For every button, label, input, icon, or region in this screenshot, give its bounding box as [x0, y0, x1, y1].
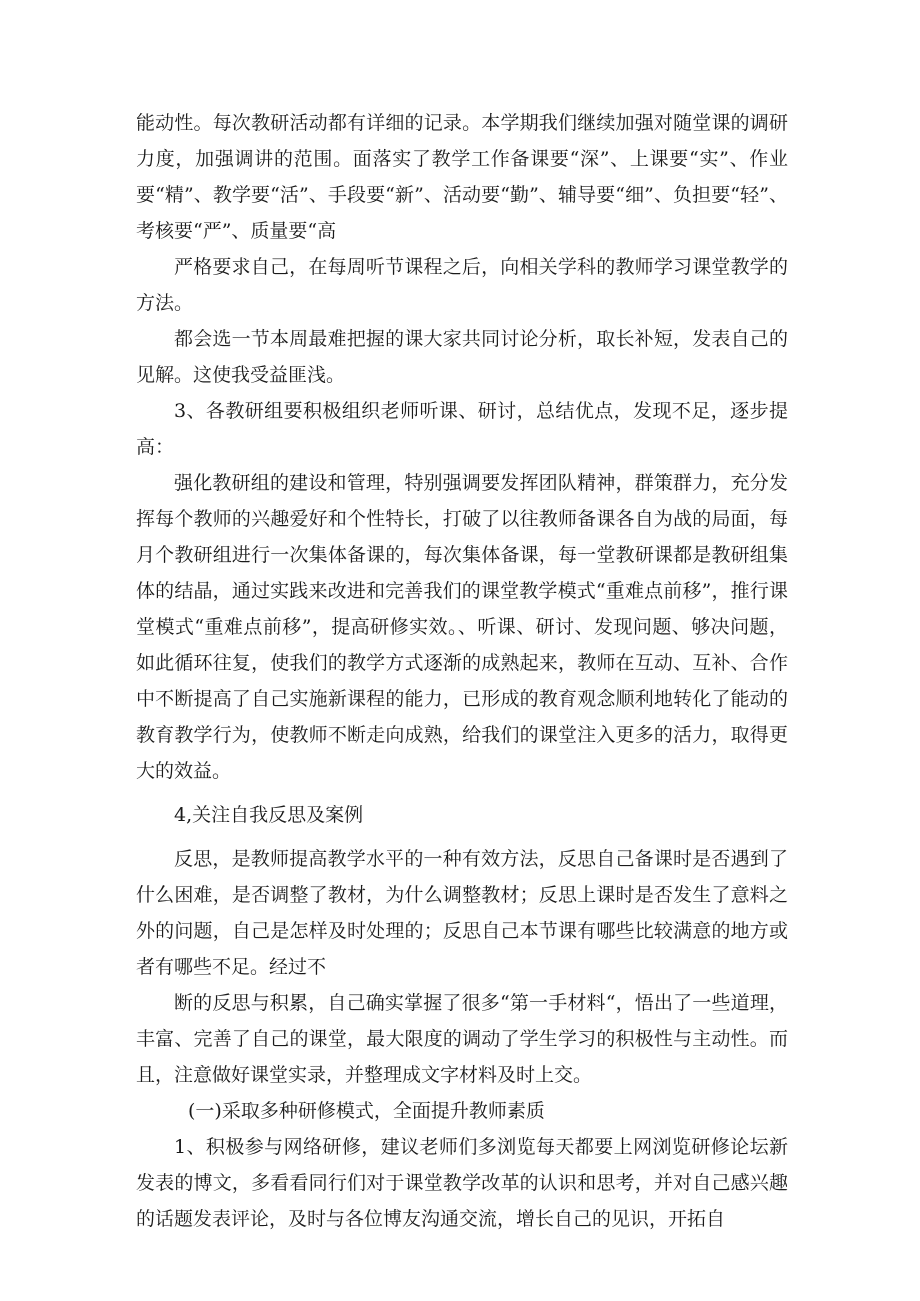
paragraph-reflection: 反思，是教师提高教学水平的一种有效方法，反思自己备课时是否遇到了什么困难，是否调整了教材，为什么调整教材；反思上课时是否发生了意料之外的问题，自己是怎样及时处理的；反思自己本节课有哪些比较满意的地方或者有哪些不足。经过不	[136, 848, 788, 978]
paragraph-online-research: 1、积极参与网络研修，建议老师们多浏览每天都要上网浏览研修论坛新发表的博文，多看看同行们对于课堂教学改革的认识和思考，并对自己感兴趣的话题发表评论，及时与各位博友沟通交流，增长自己的见识，开拓自	[136, 1136, 788, 1230]
paragraph-discussion: 都会选一节本周最难把握的课大家共同讨论分析，取长补短，发表自己的见解。这使我受益匪浅。	[136, 328, 788, 386]
paragraph-accumulation: 断的反思与积累，自己确实掌握了很多“第一手材料“，悟出了一些道理，丰富、完善了自己的课堂，最大限度的调动了学生学习的积极性与主动性。而且，注意做好课堂实录，并整理成文字材料及时上交。	[136, 992, 788, 1086]
paragraph-heading-3: 3、各教研组要积极组织老师听课、研讨，总结优点，发现不足，逐步提高：	[136, 400, 788, 458]
paragraph-continuation: 能动性。每次教研活动都有详细的记录。本学期我们继续加强对随堂课的调研力度，加强调讲的范围。面落实了教学工作备课要“深”、上课要“实”、作业要“精”、教学要“活”、手段要“新”、活动要“勤”、辅导要“细”、负担要“轻”、考核要“严”、质量要“高	[136, 112, 788, 242]
paragraph-heading-4: 4,关注自我反思及案例	[174, 804, 364, 826]
paragraph-section-one: (一)采取多种研修模式，全面提升教师素质	[188, 1100, 545, 1122]
paragraph-team-building: 强化教研组的建设和管理，特别强调要发挥团队精神，群策群力，充分发挥每个教师的兴趣爱好和个性特长，打破了以往教师备课各自为战的局面，每月个教研组进行一次集体备课的，每次集体备课，每一堂教研课都是教研组集体的结晶，通过实践来改进和完善我们的课堂教学模式“重难点前移”，推行课堂模式“重难点前移”，提高研修实效。、听课、研讨、发现问题、够决问题，如此循环往复，使我们的教学方式逐渐的成熟起来，教师在互动、互补、合作中不断提高了自己实施新课程的能力，已形成的教育观念顺利地转化了能动的教育教学行为，使教师不断走向成熟，给我们的课堂注入更多的活力，取得更大的效益。	[136, 472, 788, 782]
document-body	[136, 105, 788, 1237]
paragraph-self-requirement: 严格要求自己，在每周听节课程之后，向相关学科的教师学习课堂教学的方法。	[136, 256, 788, 314]
